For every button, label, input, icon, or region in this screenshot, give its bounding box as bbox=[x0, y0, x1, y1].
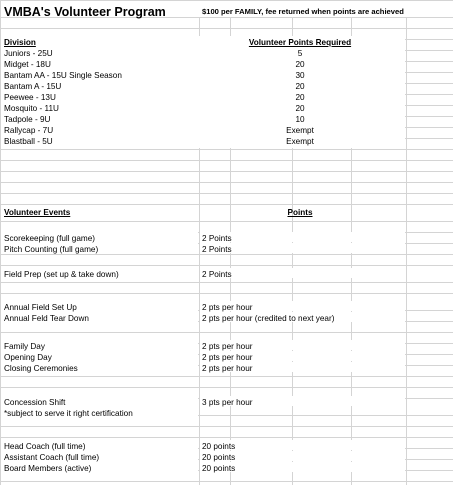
division-points-cell[interactable]: 20 bbox=[295, 82, 305, 91]
division-name-cell[interactable]: Bantam A - 15U bbox=[4, 82, 62, 91]
event-name-cell[interactable]: Field Prep (set up & take down) bbox=[4, 270, 119, 279]
division-header[interactable]: Division bbox=[4, 38, 36, 47]
division-points-cell[interactable]: 20 bbox=[295, 60, 305, 69]
division-name-cell[interactable]: Peewee - 13U bbox=[4, 93, 56, 102]
division-name-cell[interactable]: Rallycap - 7U bbox=[4, 126, 54, 135]
event-name-cell[interactable]: Annual Feld Tear Down bbox=[4, 314, 89, 323]
event-points-cell[interactable]: 2 pts per hour bbox=[202, 353, 253, 362]
event-points-cell[interactable]: 2 pts per hour (credited to next year) bbox=[202, 314, 335, 323]
event-name-cell[interactable]: Concession Shift bbox=[4, 398, 66, 407]
row-gridline bbox=[0, 332, 453, 333]
division-name-cell[interactable]: Blastball - 5U bbox=[4, 137, 53, 146]
event-name-cell[interactable]: Assistant Coach (full time) bbox=[4, 453, 100, 462]
event-points-cell[interactable]: 2 Points bbox=[202, 270, 232, 279]
event-points-cell[interactable]: 2 pts per hour bbox=[202, 342, 253, 351]
event-points-header[interactable]: Points bbox=[287, 208, 313, 217]
row-gridline bbox=[0, 221, 453, 222]
event-name-cell[interactable]: Closing Ceremonies bbox=[4, 364, 78, 373]
division-points-cell[interactable]: Exempt bbox=[286, 126, 314, 135]
event-points-cell[interactable]: 2 Points bbox=[202, 245, 232, 254]
division-points-cell[interactable]: 5 bbox=[297, 49, 303, 58]
event-points-cell[interactable]: 2 Points bbox=[202, 234, 232, 243]
event-name-cell[interactable]: Annual Field Set Up bbox=[4, 303, 77, 312]
row-gridline bbox=[0, 481, 453, 482]
points-required-header[interactable]: Volunteer Points Required bbox=[248, 38, 352, 47]
event-points-cell[interactable]: 3 pts per hour bbox=[202, 398, 253, 407]
event-points-cell[interactable]: 2 pts per hour bbox=[202, 364, 253, 373]
event-points-cell[interactable]: 2 pts per hour bbox=[202, 303, 253, 312]
event-points-cell[interactable]: 20 points bbox=[202, 464, 236, 473]
division-name-cell[interactable]: Mosquito - 11U bbox=[4, 104, 59, 113]
division-name-cell[interactable]: Midget - 18U bbox=[4, 60, 51, 69]
division-name-cell[interactable]: Bantam AA - 15U Single Season bbox=[4, 71, 122, 80]
page-subtitle[interactable]: $100 per FAMILY, fee returned when points are achieved bbox=[202, 7, 404, 16]
event-name-cell[interactable]: *subject to serve it right certification bbox=[4, 409, 133, 418]
division-name-cell[interactable]: Juniors - 25U bbox=[4, 49, 53, 58]
event-name-cell[interactable]: Head Coach (full time) bbox=[4, 442, 86, 451]
row-gridline bbox=[0, 171, 453, 172]
event-name-cell[interactable]: Family Day bbox=[4, 342, 45, 351]
division-points-cell[interactable]: 20 bbox=[295, 93, 305, 102]
row-gridline bbox=[0, 282, 453, 283]
division-points-cell[interactable]: 10 bbox=[295, 115, 305, 124]
column-gridline bbox=[406, 0, 407, 485]
event-name-cell[interactable]: Scorekeeping (full game) bbox=[4, 234, 96, 243]
event-name-cell[interactable]: Board Members (active) bbox=[4, 464, 92, 473]
row-gridline bbox=[0, 265, 453, 266]
division-name-cell[interactable]: Tadpole - 9U bbox=[4, 115, 51, 124]
row-gridline bbox=[0, 293, 453, 294]
row-gridline bbox=[0, 426, 453, 427]
row-gridline bbox=[0, 28, 453, 29]
row-gridline bbox=[0, 387, 453, 388]
row-gridline bbox=[0, 437, 453, 438]
page-title[interactable]: VMBA's Volunteer Program bbox=[4, 5, 166, 19]
row-gridline bbox=[0, 204, 453, 205]
row-gridline bbox=[0, 149, 453, 150]
row-gridline bbox=[0, 160, 453, 161]
event-points-cell[interactable]: 20 points bbox=[202, 453, 236, 462]
event-name-cell[interactable]: Opening Day bbox=[4, 353, 52, 362]
row-gridline bbox=[0, 376, 453, 377]
division-points-cell[interactable]: 20 bbox=[295, 104, 305, 113]
volunteer-events-header[interactable]: Volunteer Events bbox=[4, 208, 71, 217]
event-points-cell[interactable]: 20 points bbox=[202, 442, 236, 451]
event-name-cell[interactable]: Pitch Counting (full game) bbox=[4, 245, 99, 254]
row-gridline bbox=[0, 193, 453, 194]
row-gridline bbox=[0, 182, 453, 183]
division-points-cell[interactable]: 30 bbox=[295, 71, 305, 80]
division-points-cell[interactable]: Exempt bbox=[286, 137, 314, 146]
